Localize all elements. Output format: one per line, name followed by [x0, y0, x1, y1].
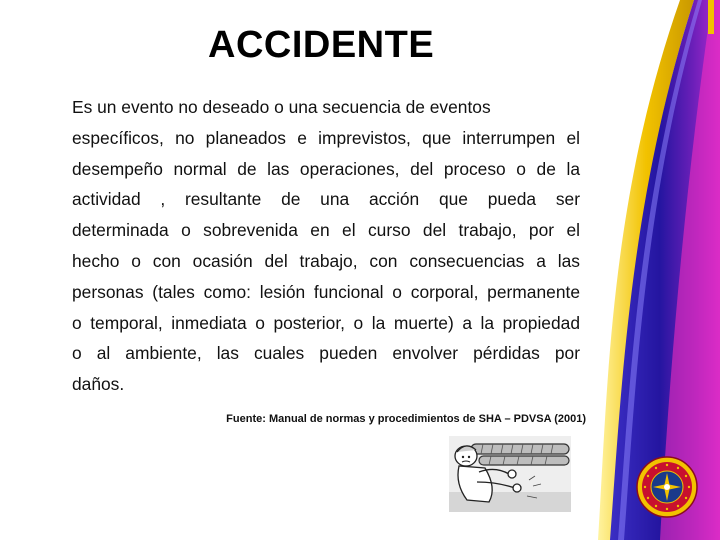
paragraph-line: hecho o con ocasión del trabajo, con consecuencias a las — [72, 250, 580, 271]
paragraph-line: actividad , resultante de una acción que pueda ser — [72, 189, 580, 210]
paragraph-line: personas (tales como: lesión funcional o corporal, permanente — [72, 281, 580, 302]
paragraph-line: Es un evento no deseado o una secuencia de eventos — [72, 97, 491, 117]
slide-title: ACCIDENTE — [208, 24, 435, 66]
paragraph-line: o al ambiente, las cuales pueden envolver pérdidas por — [72, 343, 580, 364]
injured-worker-clipart — [449, 436, 571, 512]
paragraph-line: o temporal, inmediata o posterior, o la muerte) a la propiedad — [72, 312, 580, 333]
paragraph-line: específicos, no planeados e imprevistos, que interrumpen el — [72, 127, 580, 148]
source-citation: Fuente: Manual de normas y procedimientos de SHA – PDVSA (2001) — [226, 413, 586, 425]
paragraph-line: desempeño normal de las operaciones, del proceso o de la — [72, 158, 580, 179]
university-emblem-icon — [636, 456, 698, 518]
definition-paragraph — [72, 92, 580, 400]
paragraph-line: determinada o sobrevenida en el curso del trabajo, por el — [72, 220, 580, 241]
paragraph-line: daños. — [72, 374, 125, 395]
